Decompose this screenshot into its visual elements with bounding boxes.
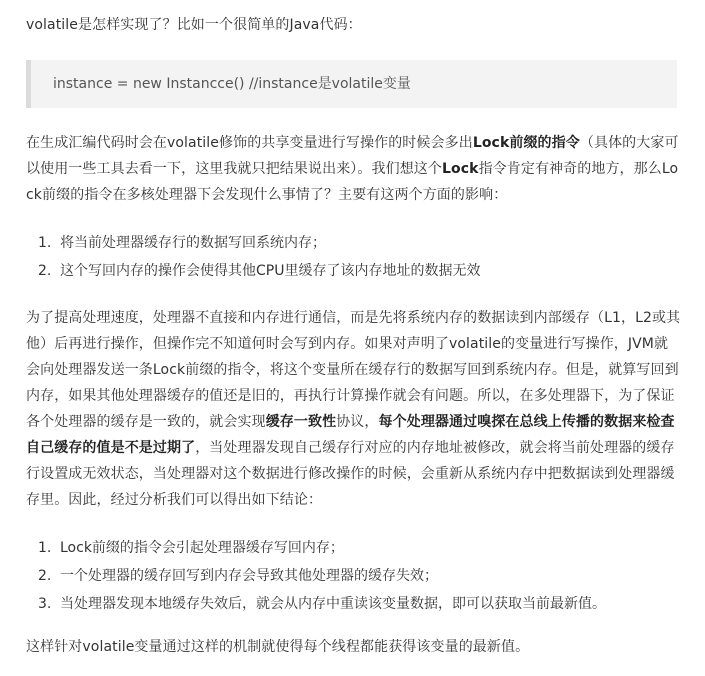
para2-bold-snooping: 每个处理器通过嗅探在总线上传播的数据来检查自己缓存的值是不是过期了 [26,414,675,456]
list-item-number: 3. [38,596,52,612]
list-item-number: 1. [38,540,52,556]
list-item-text: Lock前缀的指令会引起处理器缓存写回内存； [60,540,344,556]
list-item-text: 这个写回内存的操作会使得其他CPU里缓存了该内存地址的数据无效 [60,263,481,279]
list-item [26,590,682,618]
lock-prefix-paragraph [26,130,682,208]
list-item-number: 2. [38,263,52,279]
list-item [26,257,682,285]
list-item-number: 2. [38,568,52,584]
intro-paragraph: volatile是怎样实现了？比如一个很简单的Java代码： [26,17,362,33]
code-line: instance = new Instancce() //instance是volatile变量 [53,76,411,92]
cache-coherence-paragraph [26,305,682,513]
code-blockquote [26,60,677,108]
conclusion-list [26,534,682,618]
para1-bold-lock: Lock [442,161,479,177]
conclusion-paragraph: 这样针对volatile变量通过这样的机制就使得每个线程都能获得该变量的最新值。 [26,639,530,655]
list-item-number: 1. [38,235,52,251]
para2-text-1: 为了提高处理速度，处理器不直接和内存进行通信，而是先将系统内存的数据读到内部缓存（L1，L2或其他）后再进行操作，但操作完不知道何时会写到内存。如果对声明了volatile的变量进行写操作，JVM就会向处理器发送一条Lock前缀的指令，将这个变量所在缓存行的数据写回到系统内存。但是，就算写回到内存，如果其他处理器缓存的值还是旧的，再执行计算操作就会有问题。所以，在多处理器下，为了保证各个处理器的缓存是一致的，就会实现 [26,310,681,430]
para1-text-3: 指令肯定有神奇的地方，那么Lock前缀的指令在多核处理器下会发现什么事情了？主要有这两个方面的影响： [26,161,679,203]
list-item-text: 一个处理器的缓存回写到内存会导致其他处理器的缓存失效； [60,568,438,584]
list-item [26,562,682,590]
para1-text-2: （具体的大家可以使用一些工具去看一下，这里我就只把结果说出来）。我们想这个 [26,135,679,177]
lock-effects-list [26,229,682,285]
list-item [26,229,682,257]
para2-text-3: ，当处理器发现自己缓存行对应的内存地址被修改，就会将当前处理器的缓存行设置成无效状态，当处理器对这个数据进行修改操作的时候，会重新从系统内存中把数据读到处理器缓存里。因此，经过分析我们可以得出如下结论： [26,440,675,508]
list-item-text: 将当前处理器缓存行的数据写回系统内存； [60,235,326,251]
para2-text-2: 协议， [336,414,379,430]
list-item-text: 当处理器发现本地缓存失效后，就会从内存中重读该变量数据，即可以获取当前最新值。 [60,596,606,612]
para1-bold-lock-prefix: Lock前缀的指令 [472,135,580,151]
para2-bold-cache-coherence: 缓存一致性 [265,414,337,430]
para1-text-1: 在生成汇编代码时会在volatile修饰的共享变量进行写操作的时候会多出 [26,135,473,151]
list-item [26,534,682,562]
